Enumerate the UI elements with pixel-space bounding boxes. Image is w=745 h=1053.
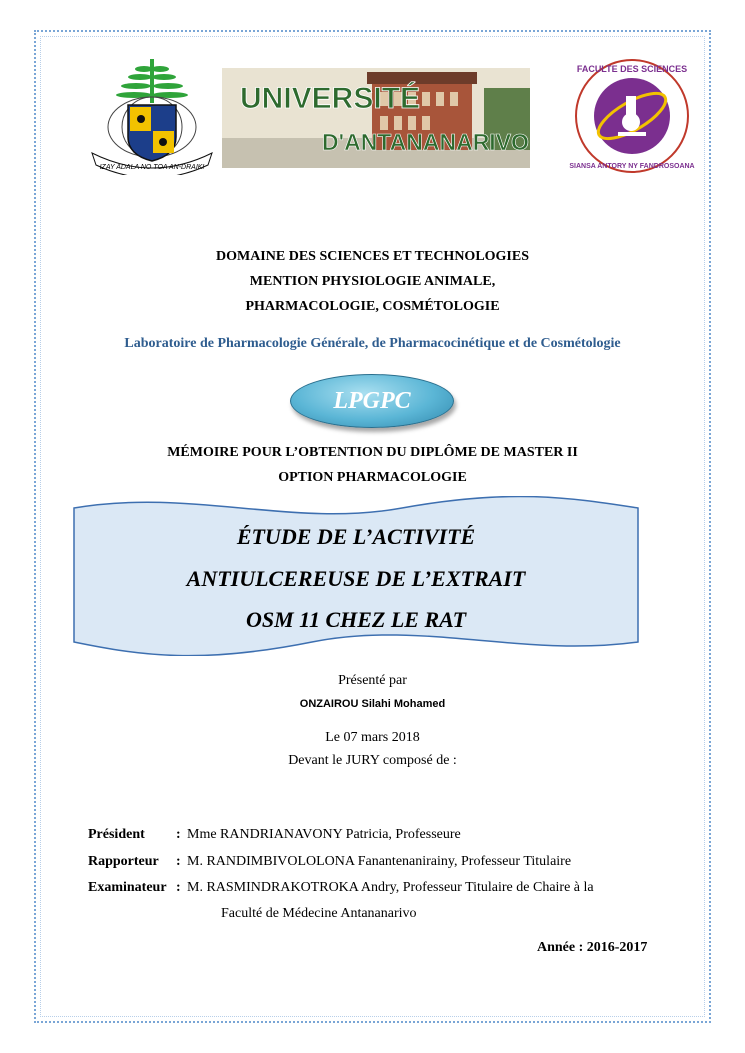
faculty-logo-top-text: FACULTE DES SCIENCES (576, 64, 688, 74)
presented-by-label: Présenté par (338, 673, 407, 688)
thesis-title-line-1: ÉTUDE DE L’ACTIVITÉ (236, 524, 476, 549)
domain-heading: DOMAINE DES SCIENCES ET TECHNOLOGIES (215, 249, 530, 264)
faculty-of-sciences-logo (568, 56, 696, 176)
thesis-title-line-2: ANTIULCEREUSE DE L’EXTRAIT (186, 566, 526, 591)
jury-role: Président (88, 827, 145, 842)
author-name: ONZAIROU Silahi Mohamed (299, 698, 446, 710)
ribbon-motto: IZAY ADALA NO TOA AN-DRAIKI (99, 164, 205, 171)
banner-antananarivo: D'ANTANANARIVO (322, 129, 529, 155)
laboratory-name: Laboratoire de Pharmacologie Générale, de Pharmacocinétique et de Cosmétologie (124, 336, 621, 351)
jury-role: Examinateur (88, 880, 167, 895)
jury-member: M. RANDIMBIVOLOLONA Fanantenanirainy, Professeur Titulaire (187, 854, 572, 869)
jury-separator: : (176, 827, 181, 842)
memoire-line-2: OPTION PHARMACOLOGIE (278, 470, 467, 485)
jury-separator: : (176, 854, 181, 869)
thesis-title-line-3: OSM 11 CHEZ LE RAT (245, 607, 467, 632)
jury-role: Rapporteur (88, 854, 159, 869)
memoire-line-1: MÉMOIRE POUR L’OBTENTION DU DIPLÔME DE MASTER II (167, 445, 578, 460)
jury-member: Mme RANDRIANAVONY Patricia, Professeure (187, 827, 461, 842)
defense-date: Le 07 mars 2018 (325, 730, 420, 745)
jury-separator: : (176, 880, 181, 895)
lab-acronym-badge: LPGPC (290, 374, 454, 428)
faculty-logo-bottom-text: SIANSA ANTORY NY FANDROSOANA (569, 163, 695, 170)
jury-intro: Devant le JURY composé de : (288, 753, 457, 768)
mention-line-1: MENTION PHYSIOLOGIE ANIMALE, (249, 274, 496, 289)
mention-line-2: PHARMACOLOGIE, COSMÉTOLOGIE (245, 299, 500, 314)
banner-university: UNIVERSITÉ (240, 82, 421, 115)
university-emblem-logo (86, 57, 218, 175)
academic-year: Année : 2016-2017 (537, 940, 648, 955)
university-banner-logo (222, 68, 530, 168)
jury-member: M. RASMINDRAKOTROKA Andry, Professeur Titulaire de Chaire à la (187, 880, 594, 895)
jury-continuation: Faculté de Médecine Antananarivo (221, 906, 417, 921)
